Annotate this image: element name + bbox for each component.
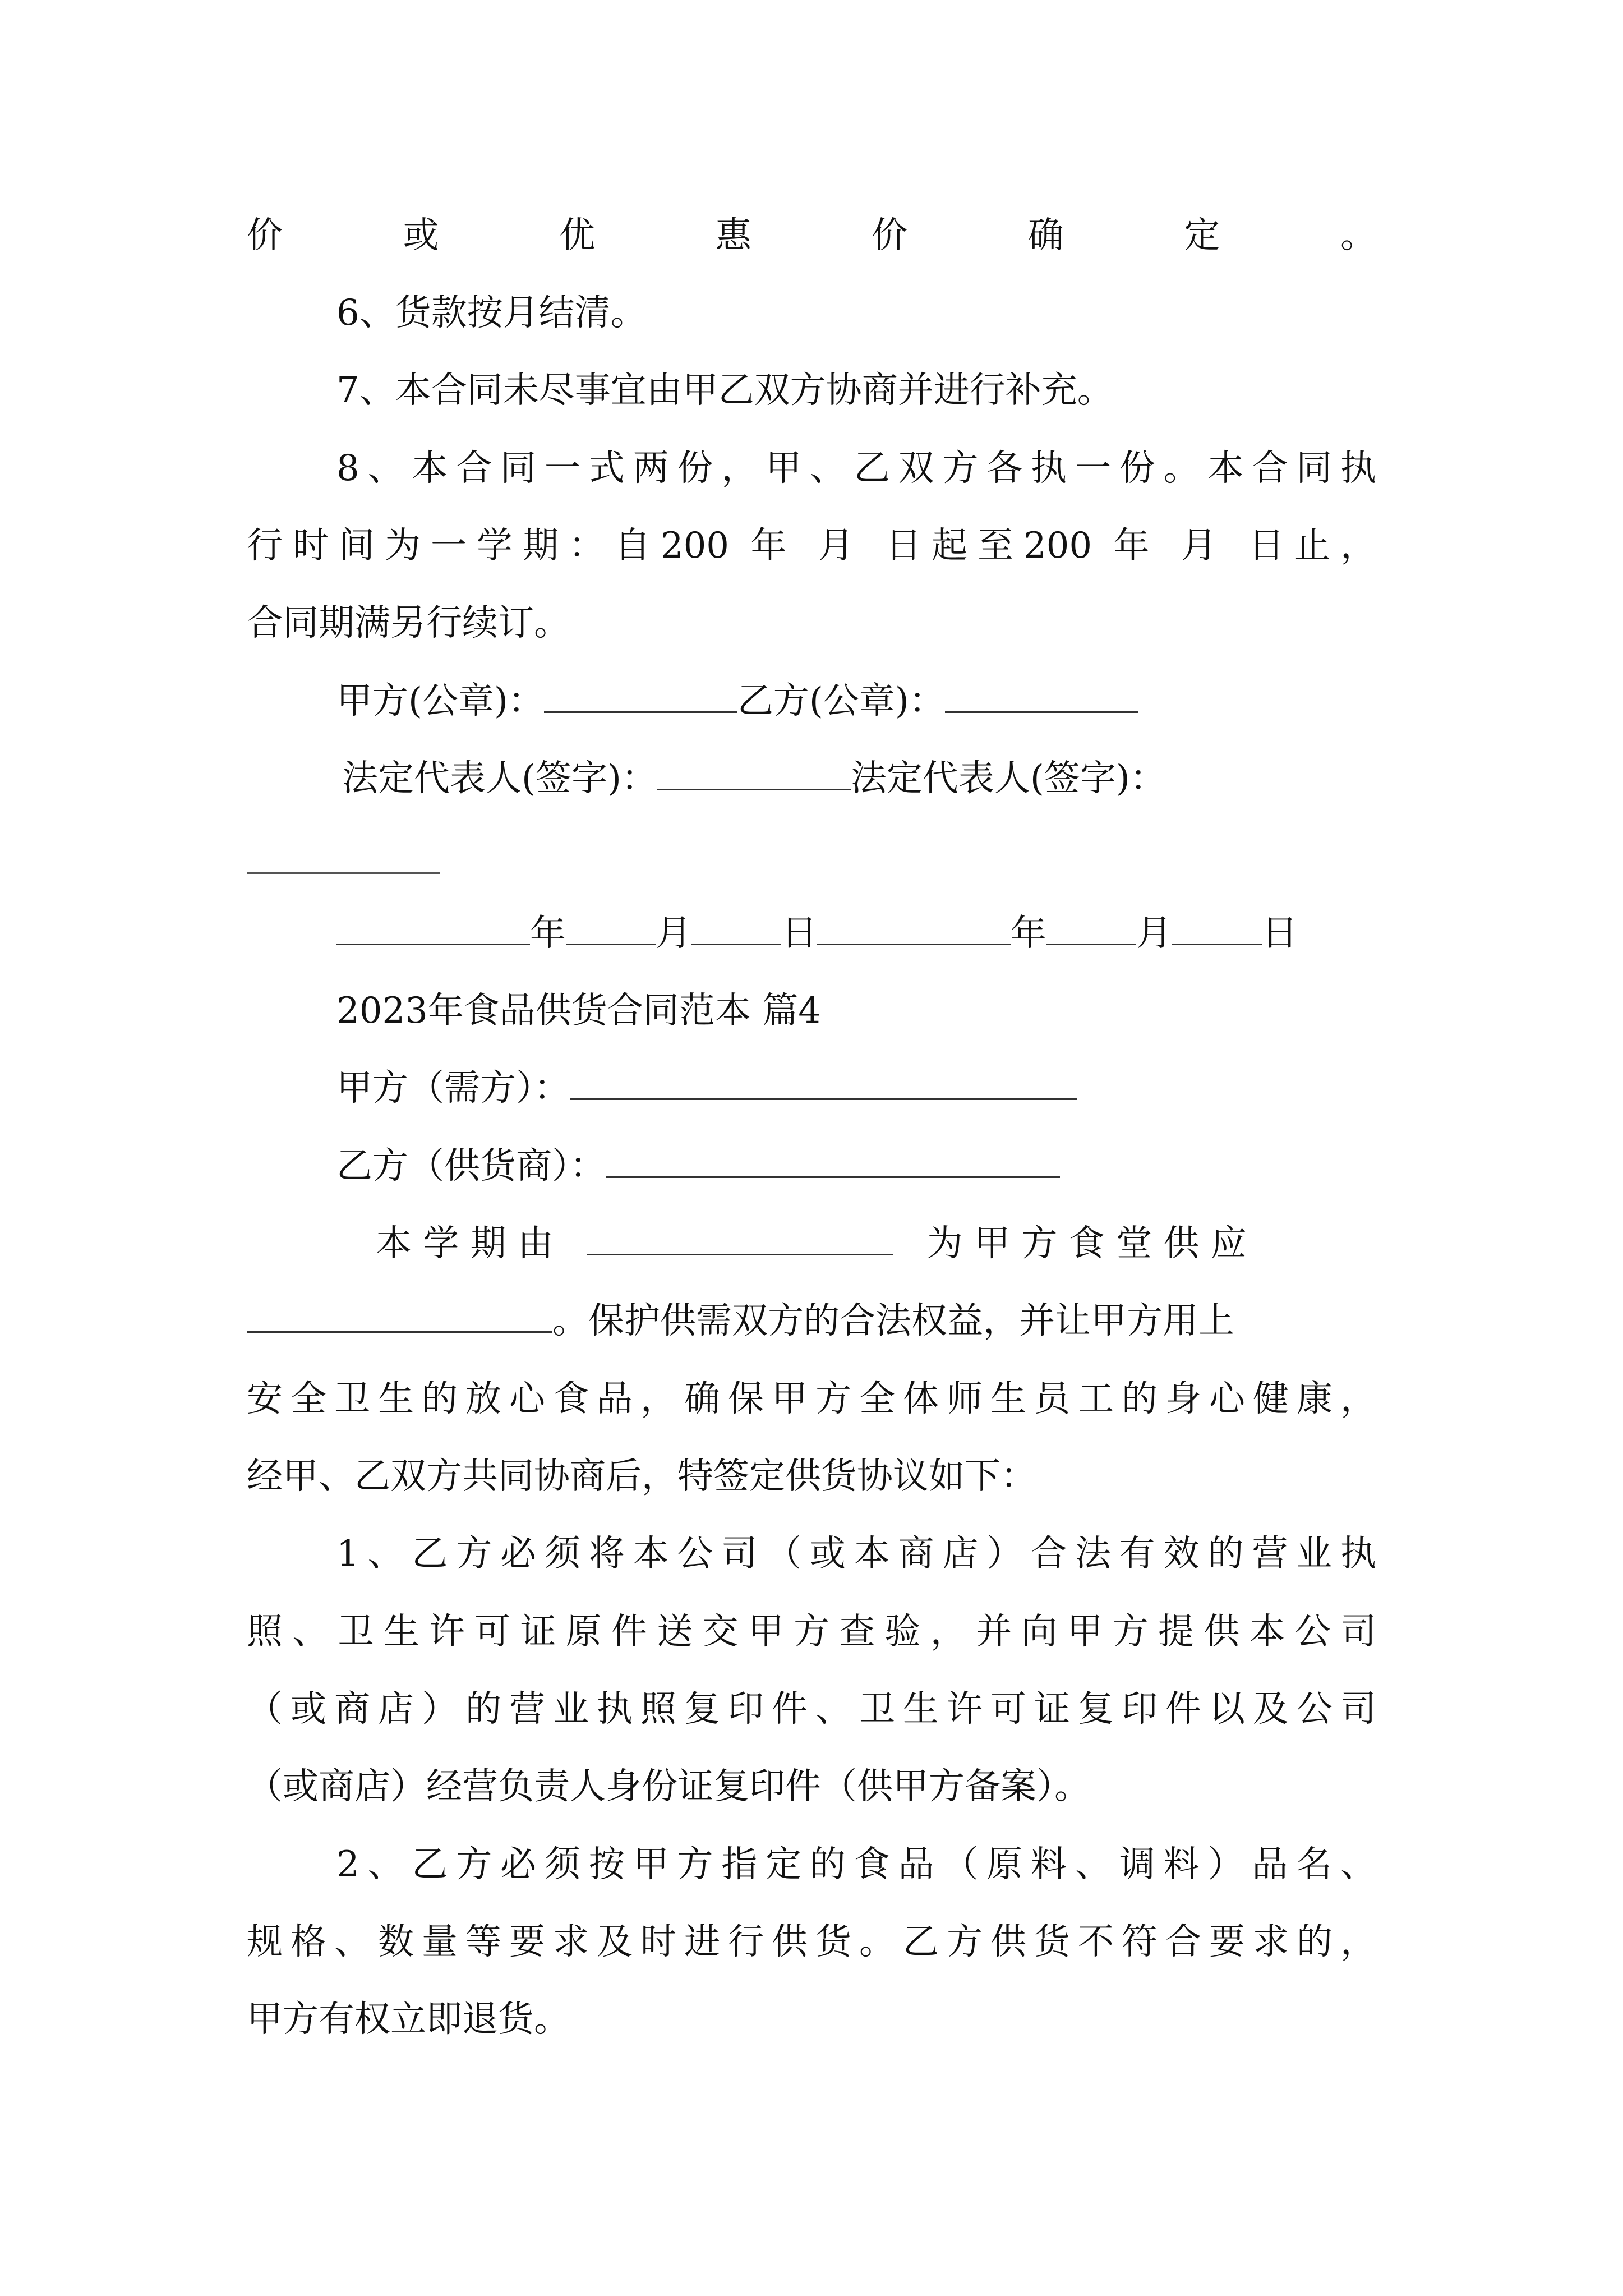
party-a-label: 甲方（需方）： (336, 1068, 570, 1109)
date-a-day-blank (691, 910, 781, 945)
clause-1-line-2: 照、卫生许可证原件送交甲方查验，并向甲方提供本公司 (247, 1611, 1376, 1653)
legal-rep-b-label: 法定代表人(签字)： (850, 758, 1166, 799)
date-b-month-blank (1046, 910, 1136, 945)
party-b-blank (606, 1143, 1060, 1178)
legal-rep-line (342, 753, 1166, 804)
date-a-year: 年 (530, 913, 566, 954)
party-b-label: 乙方（供货商）： (336, 1145, 606, 1187)
party-b-seal-blank (945, 678, 1138, 713)
legal-rep-b-blank (247, 872, 440, 874)
party-b-line (336, 1141, 1060, 1191)
date-b-day: 日 (1262, 913, 1298, 954)
date-a-year-blank (336, 910, 530, 945)
party-a-line (336, 1063, 1077, 1114)
intro-text-c: 。保护供需双方的合法权益，并让甲方用上 (552, 1300, 1234, 1342)
legal-rep-a-label: 法定代表人(签字)： (342, 758, 657, 799)
clause-8-line-2: 行时间为一学期：自200 年 月 日起至200 年 月 日止， (247, 525, 1376, 567)
intro-line-4: 经甲、乙双方共同协商后，特签定供货协议如下： (247, 1456, 1036, 1497)
supply-item-blank (247, 1297, 552, 1333)
date-line (336, 908, 1298, 959)
party-a-seal-label: 甲方(公章)： (336, 680, 544, 722)
intro-text-b: 为 甲 方 食 堂 供 应 (926, 1223, 1247, 1264)
intro-line-2 (247, 1296, 1234, 1346)
intro-line-1 (376, 1218, 1247, 1269)
date-b-year-blank (817, 910, 1011, 945)
date-b-day-blank (1172, 910, 1262, 945)
section-title: 2023年食品供货合同范本 篇4 (336, 990, 821, 1032)
intro-text-a: 本 学 期 由 (376, 1223, 554, 1264)
clause-8-line-3: 合同期满另行续订。 (247, 602, 570, 644)
clause-1-line-3: （或商店）的营业执照复印件、卫生许可证复印件以及公司 (247, 1688, 1376, 1730)
clause-8-line-1: 8、本合同一式两份，甲、乙双方各执一份。本合同执 (336, 448, 1376, 489)
supplier-name-blank (587, 1220, 893, 1255)
clause-7: 7、本合同未尽事宜由甲乙双方协商并进行补充。 (336, 370, 1113, 411)
party-a-blank (570, 1065, 1077, 1100)
legal-rep-a-blank (657, 755, 851, 790)
paragraph-line: 价或优惠价确定。 (247, 215, 1376, 256)
clause-2-line-2: 规格、数量等要求及时进行供货。乙方供货不符合要求的， (247, 1921, 1376, 1963)
party-a-seal-blank (544, 678, 737, 713)
clause-2-line-3: 甲方有权立即退货。 (247, 1999, 570, 2040)
intro-line-3: 安全卫生的放心食品，确保甲方全体师生员工的身心健康， (247, 1378, 1376, 1420)
clause-1-line-4: （或商店）经营负责人身份证复印件（供甲方备案）。 (247, 1766, 1090, 1807)
clause-1-line-1: 1、乙方必须将本公司（或本商店）合法有效的营业执 (336, 1533, 1376, 1575)
date-a-day: 日 (781, 913, 817, 954)
clause-2-line-1: 2、乙方必须按甲方指定的食品（原料、调料）品名、 (336, 1844, 1376, 1885)
party-b-seal-label: 乙方(公章)： (737, 680, 945, 722)
seal-line (336, 676, 1138, 726)
date-a-month-blank (566, 910, 656, 945)
date-b-year: 年 (1011, 913, 1046, 954)
clause-6: 6、货款按月结清。 (336, 292, 647, 334)
date-a-month: 月 (656, 913, 691, 954)
date-b-month: 月 (1136, 913, 1172, 954)
